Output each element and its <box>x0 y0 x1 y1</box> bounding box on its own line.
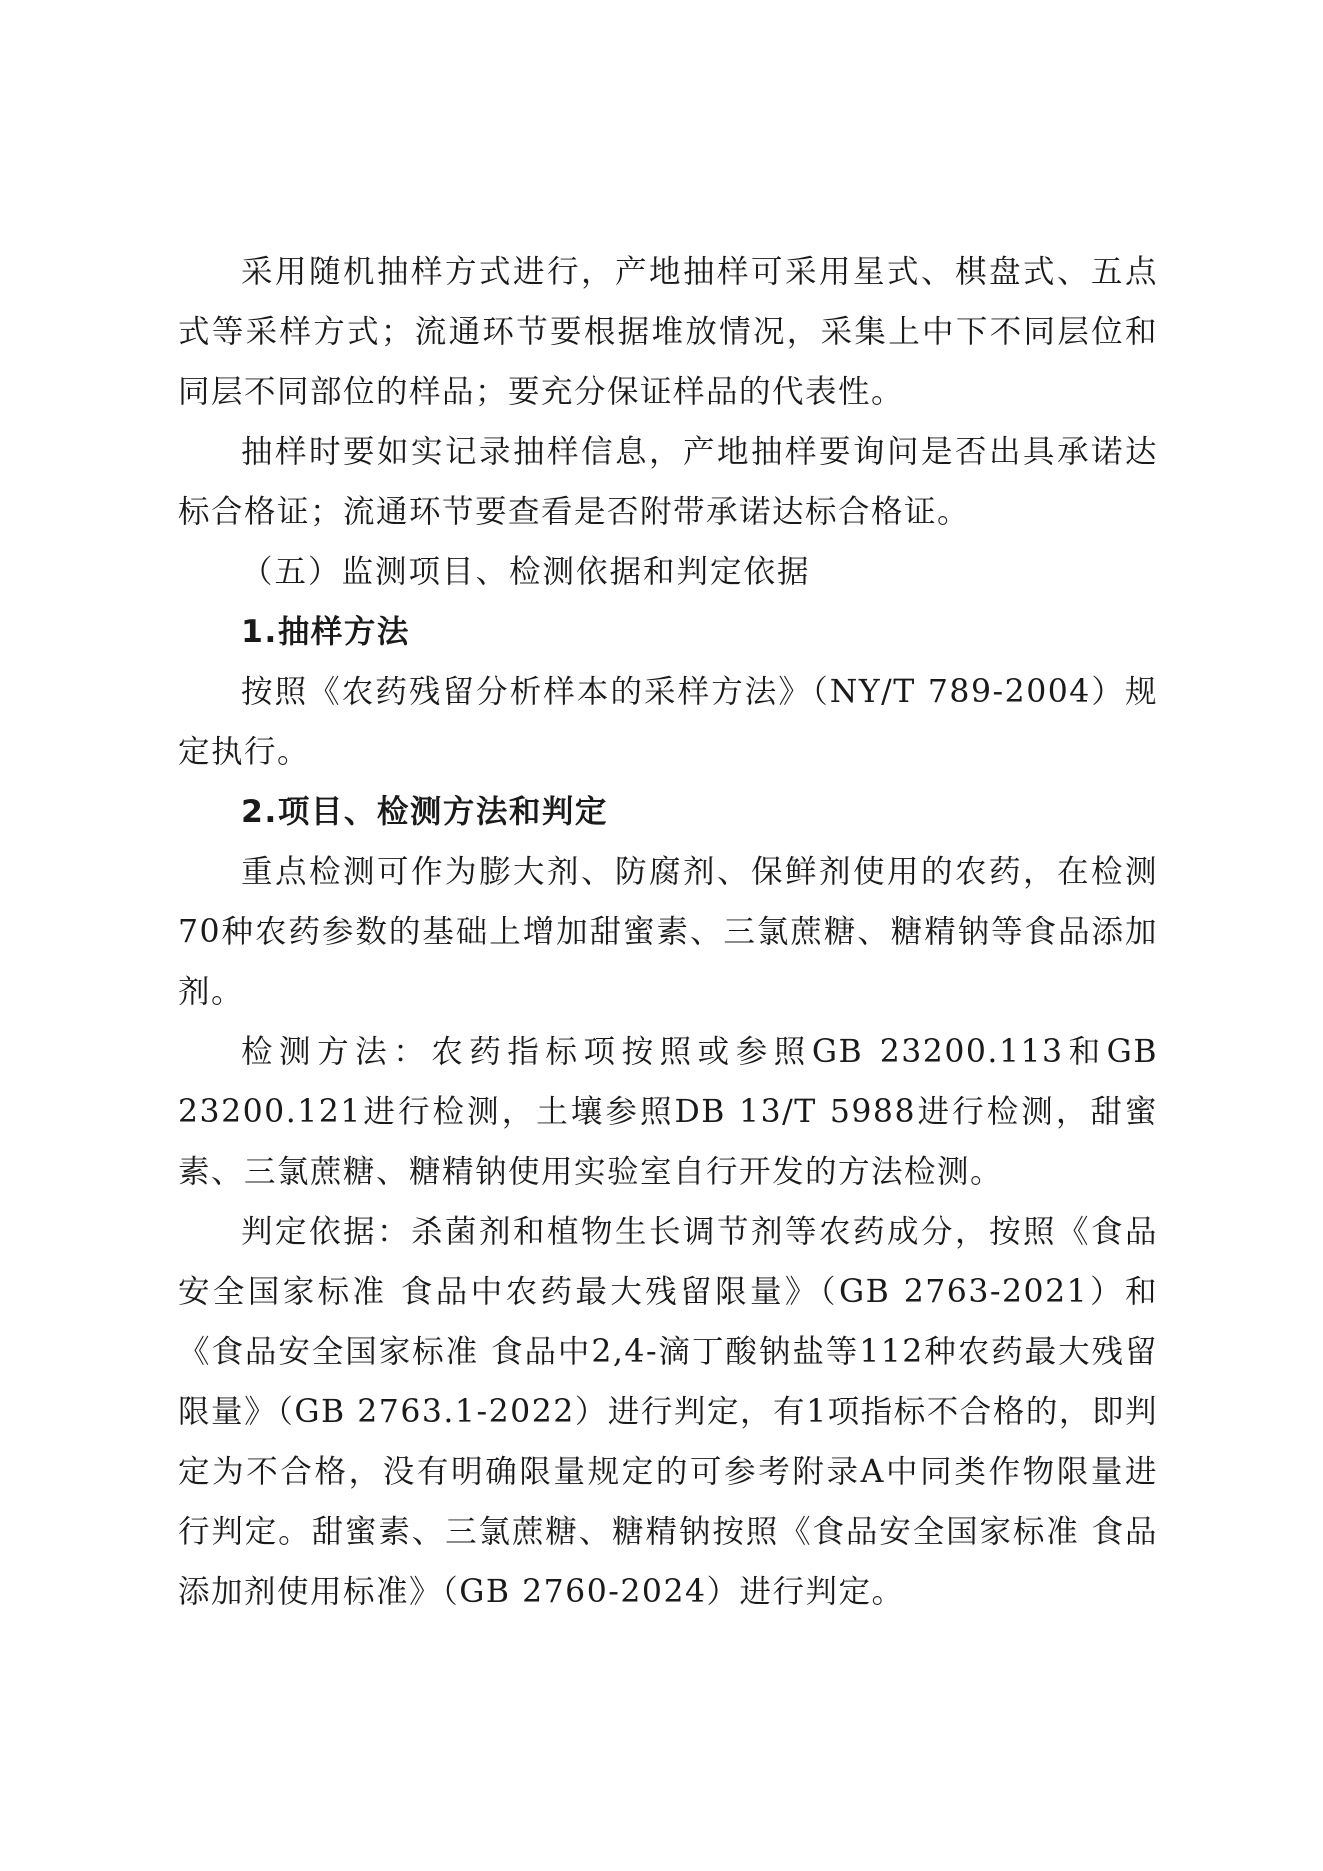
paragraph-detection-method: 检测方法：农药指标项按照或参照GB 23200.113和GB 23200.121进行检测，土壤参照DB 13/T 5988进行检测，甜蜜素、三氯蔗糖、糖精钠使用实验室自行开发的方法检测。 <box>178 1034 1158 1190</box>
heading-sampling-method: 1.抽样方法 <box>241 614 410 650</box>
paragraph-sampling-standard: 按照《农药残留分析样本的采样方法》（NY/T 789-2004）规定执行。 <box>178 674 1158 770</box>
section-heading-monitoring-items: （五）监测项目、检测依据和判定依据 <box>241 554 811 590</box>
paragraph-sampling-record: 抽样时要如实记录抽样信息，产地抽样要询问是否出具承诺达标合格证；流通环节要查看是否附带承诺达标合格证。 <box>178 434 1158 530</box>
paragraph-key-detection: 重点检测可作为膨大剂、防腐剂、保鲜剂使用的农药，在检测70种农药参数的基础上增加甜蜜素、三氯蔗糖、糖精钠等食品添加剂。 <box>178 854 1158 1010</box>
document-body <box>178 242 1158 1622</box>
paragraph-sampling-method: 采用随机抽样方式进行，产地抽样可采用星式、棋盘式、五点式等采样方式；流通环节要根据堆放情况，采集上中下不同层位和同层不同部位的样品；要充分保证样品的代表性。 <box>178 254 1158 410</box>
paragraph-judgment-basis: 判定依据：杀菌剂和植物生长调节剂等农药成分，按照《食品安全国家标准 食品中农药最大残留限量》（GB 2763-2021）和《食品安全国家标准 食品中2,4-滴丁酸钠盐等112种农药最大残留限量》（GB 2763.1-2022）进行判定，有1项指标不合格的，即判定为不合格，没有明确限量规定的可参考附录A中同类作物限量进行判定。甜蜜素、三氯蔗糖、糖精钠按照《食品安全国家标准 食品添加剂使用标准》（GB 2760-2024）进行判定。 <box>178 1214 1158 1610</box>
heading-items-methods-judgment: 2.项目、检测方法和判定 <box>241 794 608 830</box>
